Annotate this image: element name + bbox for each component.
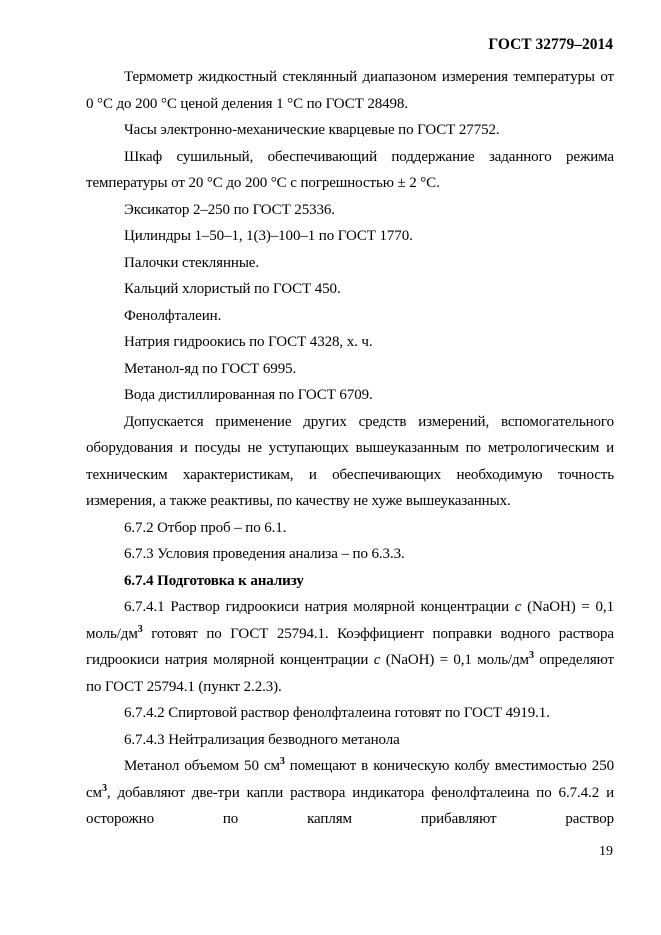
text-run: помещают в коническую колбу вместимостью 250 см	[86, 758, 614, 801]
superscript: 3	[137, 623, 143, 635]
paragraph: Фенолфталеин.	[124, 307, 222, 324]
paragraph: Метанол-яд по ГОСТ 6995.	[124, 360, 297, 377]
paragraph: Натрия гидроокись по ГОСТ 4328, х. ч.	[124, 334, 373, 350]
superscript: 3	[528, 650, 534, 661]
paragraph: 6.7.4.3 Нейтрализация безводного метанола	[124, 731, 400, 748]
concentration-symbol: c	[373, 652, 381, 668]
page-body	[86, 64, 614, 833]
text-run: (NaOH) = 0,1 моль/дм	[86, 599, 614, 642]
paragraph: 6.7.2 Отбор проб – по 6.1.	[124, 519, 287, 536]
paragraph: 6.7.4.2 Спиртовой раствор фенолфталеина готовят по ГОСТ 4919.1.	[124, 705, 550, 721]
document-code: ГОСТ 32779–2014	[488, 36, 613, 53]
paragraph: Термометр жидкостный стеклянный диапазоном измерения температуры от 0 °C до 200 °C ценой деления 1 °C по ГОСТ 28498.	[86, 69, 614, 112]
paragraph	[86, 753, 614, 833]
superscript: 3	[101, 782, 107, 794]
paragraph: Кальций хлористый по ГОСТ 450.	[124, 281, 341, 297]
text-run: 6.7.4.1 Раствор гидроокиси натрия молярной концентрации	[124, 599, 515, 615]
text-run: (NaOH) = 0,1 моль/дм	[380, 652, 529, 668]
superscript: 3	[279, 756, 285, 767]
paragraph: Эксикатор 2–250 по ГОСТ 25336.	[124, 201, 335, 218]
section-heading: 6.7.4 Подготовка к анализу	[124, 572, 304, 589]
paragraph	[86, 594, 614, 700]
text-run: готовят по ГОСТ 25794.1. Коэффициент поправки водного раствора гидроокиси натрия молярной концентрации	[86, 625, 614, 668]
text-run: Метанол объемом 50 см	[124, 758, 280, 774]
paragraph: Допускается применение других средств измерений, вспомогательного оборудования и посуды не уступающих вышеуказанным по метрологическим и техническим характеристикам, и обеспечивающих необходимую точность измерения, а также реактивы, по качеству не хуже вышеуказанных.	[86, 413, 614, 509]
paragraph: 6.7.3 Условия проведения анализа – по 6.3.3.	[124, 546, 405, 562]
paragraph: Палочки стеклянные.	[124, 254, 260, 271]
paragraph: Цилиндры 1–50–1, 1(3)–100–1 по ГОСТ 1770.	[124, 228, 413, 244]
text-run: определяют по ГОСТ 25794.1 (пункт 2.2.3).	[86, 652, 614, 695]
paragraph: Вода дистиллированная по ГОСТ 6709.	[124, 387, 373, 403]
paragraph: Шкаф сушильный, обеспечивающий поддержание заданного режима температуры от 20 °C до 200 °C с погрешностью ± 2 °C.	[86, 148, 614, 191]
concentration-symbol: c	[514, 599, 522, 615]
text-run: , добавляют две-три капли раствора индикатора фенолфталеина по 6.7.4.2 и осторожно по каплям прибавляют раствор	[86, 784, 614, 827]
paragraph: Часы электронно-механические кварцевые по ГОСТ 27752.	[124, 122, 500, 138]
page-number: 19	[599, 844, 613, 859]
